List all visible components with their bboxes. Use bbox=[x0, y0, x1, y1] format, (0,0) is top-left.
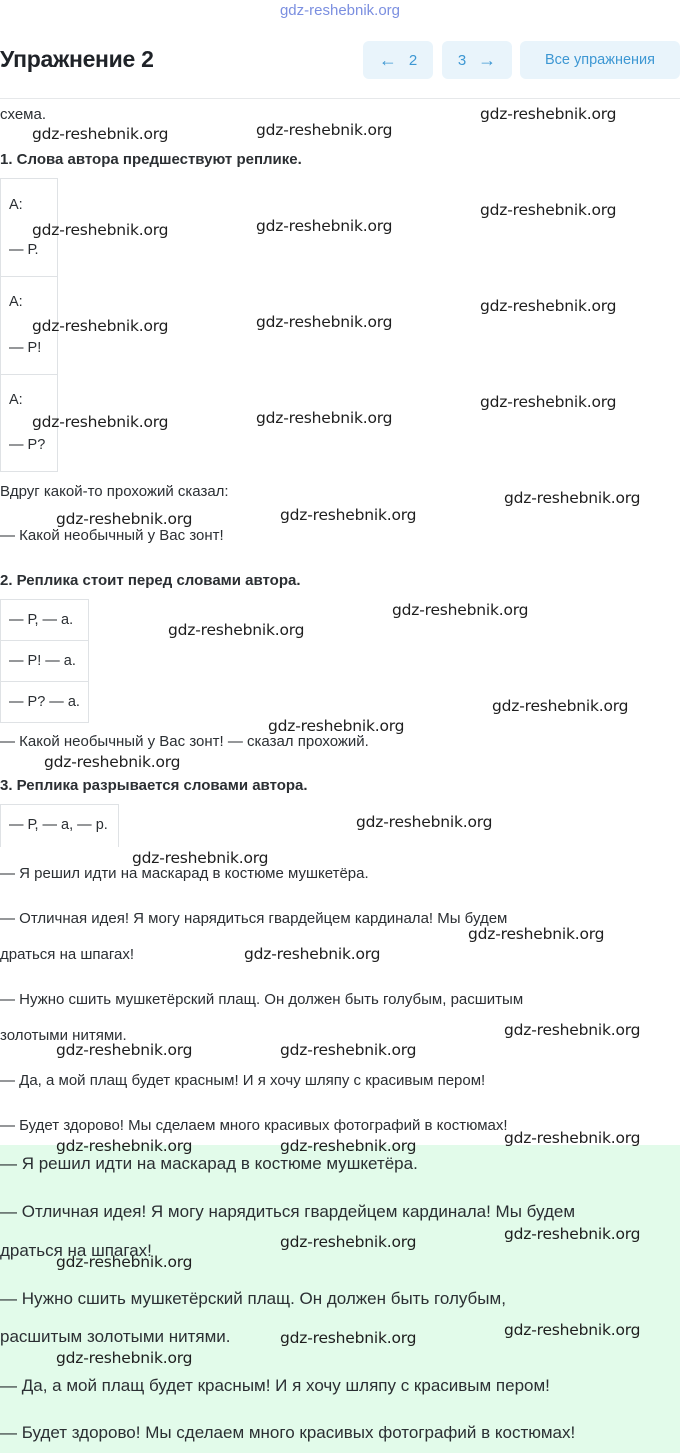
watermark: gdz-reshebnik.org bbox=[480, 297, 617, 315]
watermark: gdz-reshebnik.org bbox=[256, 409, 393, 427]
watermark: gdz-reshebnik.org bbox=[168, 621, 305, 639]
answer-line: — Отличная идея! Я могу нарядиться гвардейцем кардинала! Мы будем bbox=[0, 1202, 576, 1221]
scheme-text: — Р? — а. bbox=[9, 694, 80, 710]
all-exercises-button[interactable] bbox=[520, 41, 680, 79]
watermark: gdz-reshebnik.org bbox=[392, 601, 529, 619]
watermark: gdz-reshebnik.org bbox=[280, 1233, 417, 1251]
scheme-cell bbox=[0, 599, 89, 641]
watermark: gdz-reshebnik.org bbox=[56, 1253, 193, 1271]
watermark: gdz-reshebnik.org bbox=[504, 1021, 641, 1039]
watermark: gdz-reshebnik.org bbox=[480, 105, 617, 123]
watermark: gdz-reshebnik.org bbox=[32, 221, 169, 239]
watermark: gdz-reshebnik.org bbox=[56, 1041, 193, 1059]
intro-text: схема. bbox=[0, 106, 46, 123]
answer-line: — Да, а мой плащ будет красным! И я хочу шляпу с красивым пером! bbox=[0, 1376, 550, 1395]
watermark: gdz-reshebnik.org bbox=[268, 717, 405, 735]
watermark: gdz-reshebnik.org bbox=[468, 925, 605, 943]
watermark: gdz-reshebnik.org bbox=[504, 1321, 641, 1339]
watermark: gdz-reshebnik.org bbox=[56, 1349, 193, 1367]
answer-line: расшитым золотыми нитями. bbox=[0, 1327, 231, 1346]
scheme-reply: — Р? bbox=[9, 437, 46, 453]
watermark: gdz-reshebnik.org bbox=[504, 1225, 641, 1243]
scheme-text: — Р! — а. bbox=[9, 653, 76, 669]
dialog-line: — Да, а мой плащ будет красным! И я хочу шляпу с красивым пером! bbox=[0, 1072, 486, 1089]
scheme-cell bbox=[0, 681, 89, 723]
dialog-line: золотыми нитями. bbox=[0, 1027, 127, 1044]
answer-line: — Я решил идти на маскарад в костюме мушкетёра. bbox=[0, 1154, 418, 1173]
scheme-author: А: bbox=[9, 294, 23, 310]
watermark: gdz-reshebnik.org bbox=[492, 697, 629, 715]
example-text: — Какой необычный у Вас зонт! — сказал прохожий. bbox=[0, 733, 369, 750]
watermark: gdz-reshebnik.org bbox=[56, 1137, 193, 1155]
scheme-reply: — Р. bbox=[9, 242, 39, 258]
watermark: gdz-reshebnik.org bbox=[280, 506, 417, 524]
example-text: Вдруг какой-то прохожий сказал: bbox=[0, 483, 229, 500]
section-2-heading: 2. Реплика стоит перед словами автора. bbox=[0, 572, 301, 589]
next-exercise-label: 3 bbox=[457, 51, 467, 69]
arrow-right-icon: → bbox=[478, 50, 497, 70]
prev-exercise-button[interactable] bbox=[363, 41, 433, 79]
watermark: gdz-reshebnik.org bbox=[256, 217, 393, 235]
watermark: gdz-reshebnik.org bbox=[132, 849, 269, 867]
watermark: gdz-reshebnik.org bbox=[480, 393, 617, 411]
site-link[interactable]: gdz-reshebnik.org bbox=[279, 2, 401, 19]
scheme-reply: — Р! bbox=[9, 340, 42, 356]
watermark: gdz-reshebnik.org bbox=[32, 317, 169, 335]
answer-line: драться на шпагах! bbox=[0, 1241, 152, 1260]
scheme-text: — Р, — а, — р. bbox=[9, 817, 108, 833]
watermark: gdz-reshebnik.org bbox=[480, 201, 617, 219]
watermark: gdz-reshebnik.org bbox=[504, 1129, 641, 1147]
dialog-line: — Отличная идея! Я могу нарядиться гвардейцем кардинала! Мы будем bbox=[0, 910, 508, 927]
next-exercise-button[interactable] bbox=[442, 41, 512, 79]
answer-line: — Нужно сшить мушкетёрский плащ. Он должен быть голубым, bbox=[0, 1289, 506, 1308]
dialog-line: — Нужно сшить мушкетёрский плащ. Он должен быть голубым, расшитым bbox=[0, 991, 524, 1008]
watermark: gdz-reshebnik.org bbox=[280, 1137, 417, 1155]
dialog-line: драться на шпагах! bbox=[0, 946, 135, 963]
watermark: gdz-reshebnik.org bbox=[244, 945, 381, 963]
answer-block bbox=[0, 1145, 680, 1453]
watermark: gdz-reshebnik.org bbox=[504, 489, 641, 507]
section-1-heading: 1. Слова автора предшествуют реплике. bbox=[0, 151, 302, 168]
watermark: gdz-reshebnik.org bbox=[32, 125, 169, 143]
answer-line: — Будет здорово! Мы сделаем много красивых фотографий в костюмах! bbox=[0, 1423, 576, 1442]
prev-exercise-label: 2 bbox=[408, 51, 418, 69]
exercise-header bbox=[0, 40, 680, 99]
watermark: gdz-reshebnik.org bbox=[32, 413, 169, 431]
example-text: — Какой необычный у Вас зонт! bbox=[0, 527, 224, 544]
section-3-heading: 3. Реплика разрывается словами автора. bbox=[0, 777, 308, 794]
watermark: gdz-reshebnik.org bbox=[356, 813, 493, 831]
watermark: gdz-reshebnik.org bbox=[256, 313, 393, 331]
page-title: Упражнение 2 bbox=[0, 46, 154, 72]
watermark: gdz-reshebnik.org bbox=[280, 1041, 417, 1059]
watermark: gdz-reshebnik.org bbox=[56, 510, 193, 528]
scheme-cell bbox=[0, 804, 119, 847]
scheme-text: — Р, — а. bbox=[9, 612, 74, 628]
scheme-author: А: bbox=[9, 197, 23, 213]
all-exercises-label: Все упражнения bbox=[545, 52, 655, 68]
watermark: gdz-reshebnik.org bbox=[256, 121, 393, 139]
scheme-author: А: bbox=[9, 392, 23, 408]
watermark: gdz-reshebnik.org bbox=[44, 753, 181, 771]
scheme-cell bbox=[0, 640, 89, 682]
watermark: gdz-reshebnik.org bbox=[280, 1329, 417, 1347]
dialog-line: — Я решил идти на маскарад в костюме мушкетёра. bbox=[0, 865, 369, 882]
dialog-line: — Будет здорово! Мы сделаем много красивых фотографий в костюмах! bbox=[0, 1117, 508, 1134]
arrow-left-icon: ← bbox=[378, 50, 397, 70]
